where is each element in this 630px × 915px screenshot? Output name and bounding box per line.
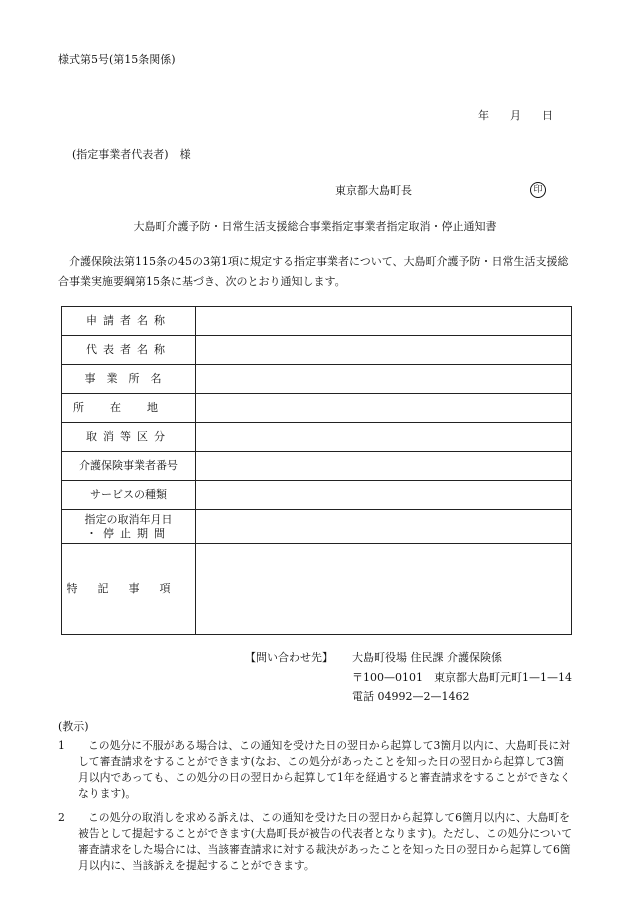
row-value-remarks	[196, 544, 572, 635]
info-table	[61, 306, 572, 635]
addressee: (指定事業者代表者) 様	[72, 148, 191, 161]
contact-address: 〒100—0101 東京都大島町元町1—1—14	[352, 671, 572, 684]
contact-phone: 電話 04992—2—1462	[352, 690, 470, 703]
note-text: この処分に不服がある場合は、この通知を受けた日の翌日から起算して3箇月以内に、大島町長に対して審査請求をすることができます(なお、この処分があったことを知った日の翌日から起算して3箇月以内であっても、この処分の日の翌日から起算して1年を経過すると審査請求をすることができなくなります)。	[78, 739, 571, 800]
row-label-revocation-type: 取消等区分	[62, 423, 196, 452]
table-row	[62, 394, 572, 423]
table-row	[62, 544, 572, 635]
form-number: 様式第5号(第15条関係)	[58, 53, 176, 66]
issuer-name: 東京都大島町長	[335, 184, 412, 197]
note-text: この処分の取消しを求める訴えは、この通知を受けた日の翌日から起算して6箇月以内に、大島町を被告として提起することができます(大島町長が被告の代表者となります)。ただし、この処分について審査請求をした場合には、当該審査請求に対する裁決があったことを知った日の翌日から起算して6箇月以内に、当該訴えを提起することができます。	[78, 811, 573, 872]
row-value-location	[196, 394, 572, 423]
date-month: 月	[510, 109, 521, 122]
row-label-remarks: 特記事項	[62, 544, 196, 635]
notes-heading: (教示)	[58, 720, 89, 733]
contact-label: 【問い合わせ先】	[245, 651, 333, 664]
row-value-representative	[196, 336, 572, 365]
row-value-applicant	[196, 307, 572, 336]
row-label-revocation-date: 指定の取消年月日 ・停止期間	[62, 510, 196, 544]
table-row	[62, 452, 572, 481]
row-value-office	[196, 365, 572, 394]
row-label-service-type: サービスの種類	[62, 481, 196, 510]
row-value-service-type	[196, 481, 572, 510]
row-value-revocation-type	[196, 423, 572, 452]
table-row	[62, 510, 572, 544]
note-number: 1	[58, 739, 65, 752]
note-number: 2	[58, 811, 65, 824]
row-value-provider-number	[196, 452, 572, 481]
date-day: 日	[542, 109, 553, 122]
intro-paragraph: 介護保険法第115条の45の3第1項に規定する指定事業者について、大島町介護予防・日常生活支援総合事業実施要綱第15条に基づき、次のとおり通知します。	[58, 255, 569, 288]
table-row	[62, 423, 572, 452]
table-row	[62, 336, 572, 365]
document-title: 大島町介護予防・日常生活支援総合事業指定事業者指定取消・停止通知書	[133, 220, 497, 233]
row-label-provider-number: 介護保険事業者番号	[62, 452, 196, 481]
table-row	[62, 481, 572, 510]
contact-office: 大島町役場 住民課 介護保険係	[352, 651, 502, 664]
seal-mark: 印	[530, 182, 546, 198]
row-label-location: 所在地	[62, 394, 196, 423]
row-label-office: 事業所名	[62, 365, 196, 394]
row-value-revocation-date	[196, 510, 572, 544]
table-row	[62, 365, 572, 394]
date-line	[478, 108, 553, 123]
row-label-representative: 代表者名称	[62, 336, 196, 365]
table-row	[62, 307, 572, 336]
date-year: 年	[478, 109, 489, 122]
row-label-applicant: 申請者名称	[62, 307, 196, 336]
